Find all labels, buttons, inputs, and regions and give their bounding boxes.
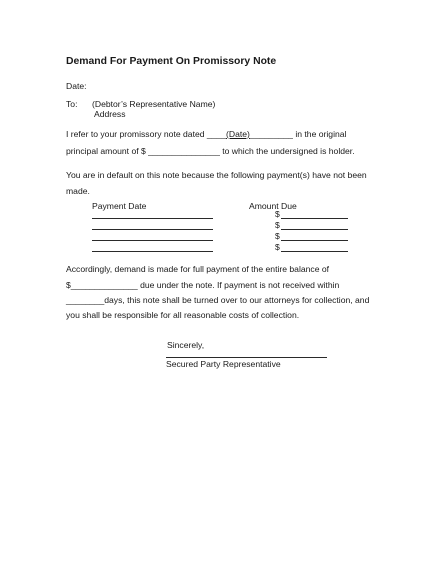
paragraph-3-line-3: ________days, this note shall be turned over to our attorneys for collection, and bbox=[66, 295, 370, 305]
amount-due-blank-3 bbox=[281, 240, 348, 241]
payment-date-header: Payment Date bbox=[92, 201, 147, 211]
recipient-address: Address bbox=[94, 109, 126, 119]
amount-dollar-3: $ bbox=[275, 231, 280, 241]
paragraph-1-line-2: principal amount of $ _______________ to which the undersigned is holder. bbox=[66, 146, 355, 156]
amount-due-blank-1 bbox=[281, 218, 348, 219]
payment-date-blank-4 bbox=[92, 251, 213, 252]
to-label: To: bbox=[66, 99, 78, 109]
signature-label: Secured Party Representative bbox=[166, 359, 281, 369]
recipient-name: (Debtor’s Representative Name) bbox=[92, 99, 216, 109]
amount-due-header: Amount Due bbox=[249, 201, 297, 211]
payment-date-blank-3 bbox=[92, 240, 213, 241]
paragraph-2-line-2: made. bbox=[66, 186, 90, 196]
amount-dollar-2: $ bbox=[275, 220, 280, 230]
closing: Sincerely, bbox=[167, 340, 205, 350]
note-date-suffix: _________ in the original bbox=[249, 129, 347, 139]
signature-line bbox=[166, 357, 327, 358]
amount-dollar-4: $ bbox=[275, 242, 280, 252]
payment-date-blank-2 bbox=[92, 229, 213, 230]
paragraph-3-line-1: Accordingly, demand is made for full payment of the entire balance of bbox=[66, 264, 330, 274]
document-title: Demand For Payment On Promissory Note bbox=[66, 56, 277, 67]
payment-date-blank-1 bbox=[92, 218, 213, 219]
amount-due-blank-4 bbox=[281, 251, 348, 252]
note-date-field: (Date) bbox=[226, 129, 250, 139]
paragraph-2-line-1: You are in default on this note because the following payment(s) have not been bbox=[66, 170, 367, 180]
amount-due-blank-2 bbox=[281, 229, 348, 230]
paragraph-3-line-2: $______________ due under the note. If payment is not received within bbox=[66, 280, 340, 290]
paragraph-3-line-4: you shall be responsible for all reasonable costs of collection. bbox=[66, 310, 300, 320]
amount-dollar-1: $ bbox=[275, 209, 280, 219]
paragraph-1-line-1 bbox=[66, 129, 346, 140]
note-date-prefix: I refer to your promissory note dated ____ bbox=[66, 129, 227, 139]
date-label: Date: bbox=[66, 81, 87, 91]
